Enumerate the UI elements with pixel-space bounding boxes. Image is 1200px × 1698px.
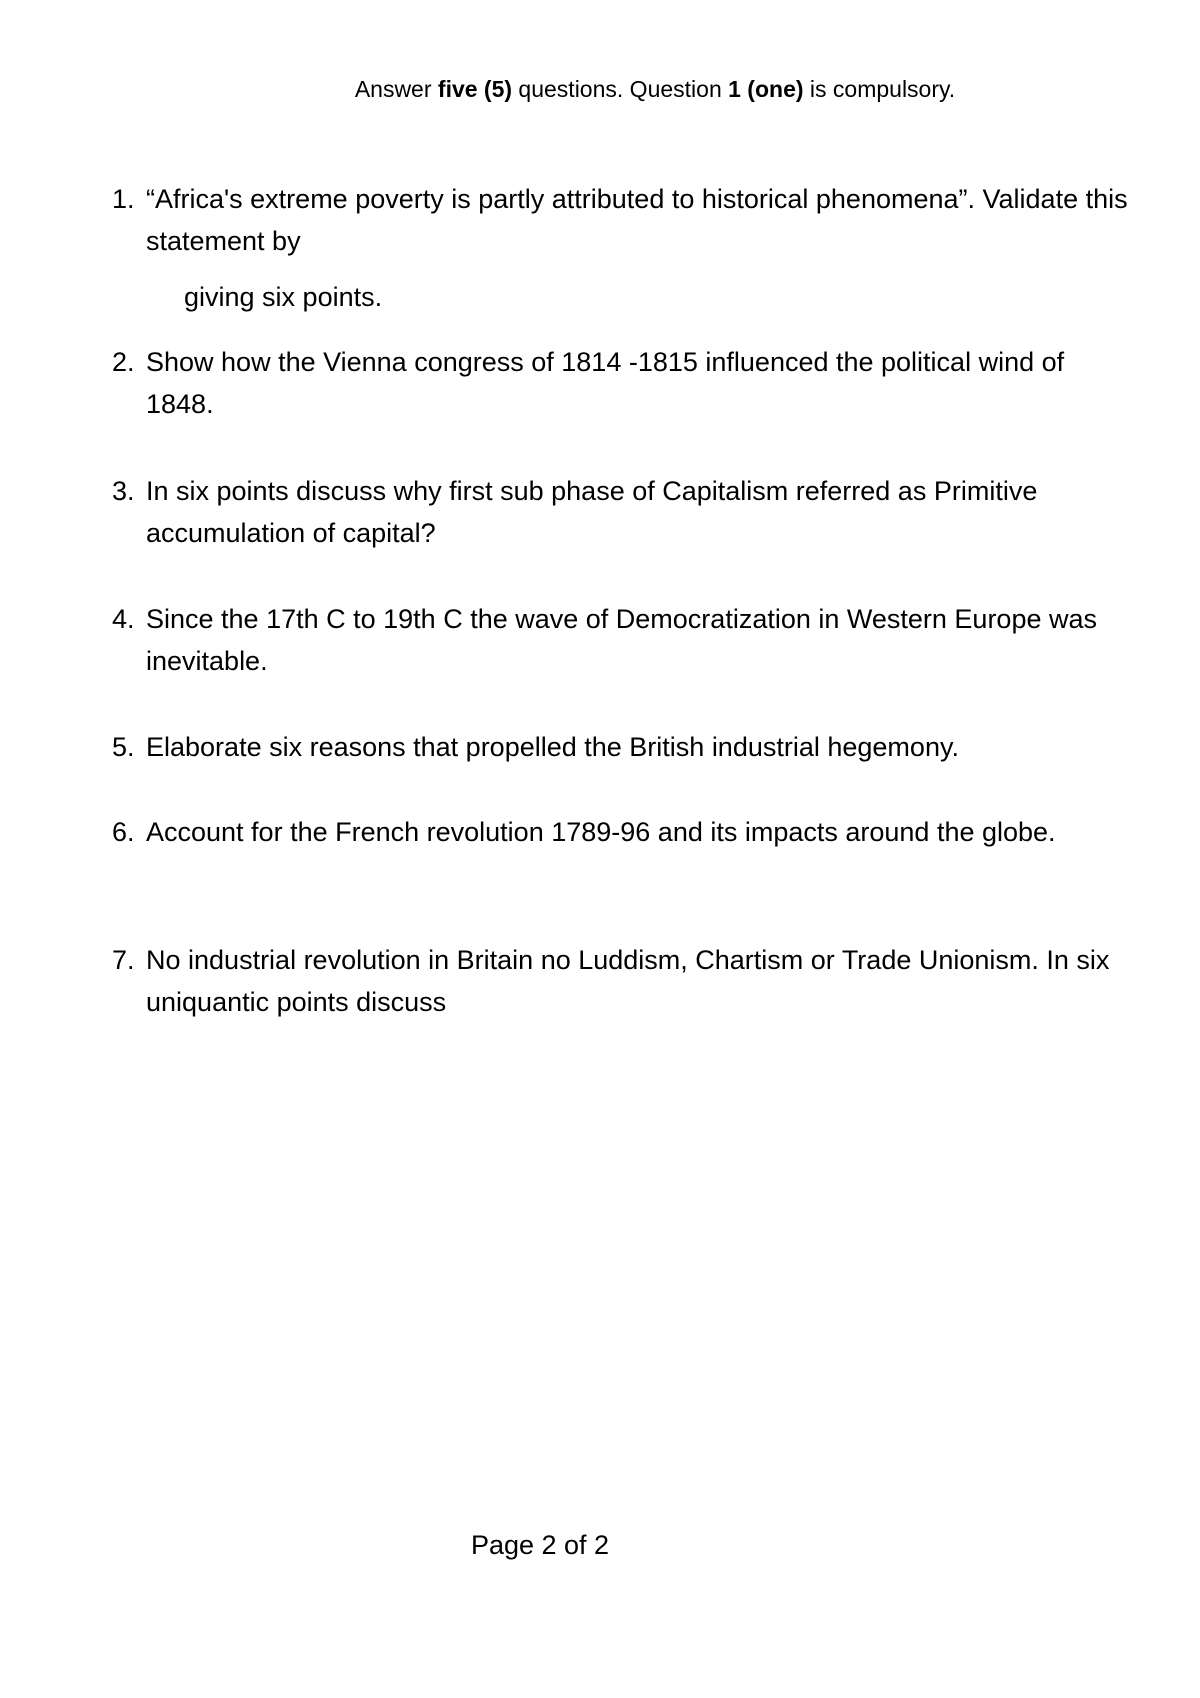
- question-3: [112, 470, 1132, 554]
- instructions-text-3: is compulsory.: [803, 76, 956, 102]
- question-7: [112, 939, 1132, 1023]
- question-1: [112, 178, 1132, 318]
- exam-instructions: [0, 76, 1200, 103]
- question-number: 5.: [112, 732, 135, 762]
- page-number-footer: Page 2 of 2: [470, 1530, 610, 1560]
- question-number: 7.: [112, 945, 135, 975]
- instructions-text-1: Answer: [354, 76, 438, 102]
- question-continuation: giving six points.: [184, 282, 383, 312]
- question-5: [112, 726, 1132, 768]
- question-4: [112, 598, 1132, 682]
- question-number: 6.: [112, 817, 135, 847]
- question-number: 3.: [112, 476, 135, 506]
- question-text: Show how the Vienna congress of 1814 -1815 influenced the political wind of 1848.: [146, 347, 1065, 419]
- question-text: In six points discuss why first sub phase of Capitalism referred as Primitive accumulation of capital?: [146, 476, 1038, 548]
- question-number: 1.: [112, 184, 135, 214]
- question-text: Account for the French revolution 1789-96 and its impacts around the globe.: [146, 817, 1056, 847]
- question-text: Elaborate six reasons that propelled the British industrial hegemony.: [146, 732, 959, 762]
- question-text: No industrial revolution in Britain no Luddism, Chartism or Trade Unionism. In six uniquantic points discuss: [146, 945, 1110, 1017]
- question-number: 2.: [112, 347, 135, 377]
- instructions-bold-compulsory: 1 (one): [728, 76, 804, 102]
- question-text: “Africa's extreme poverty is partly attributed to historical phenomena”. Validate this statement by: [146, 184, 1128, 256]
- question-2: [112, 341, 1132, 425]
- instructions-bold-count: five (5): [437, 76, 513, 102]
- question-text: Since the 17th C to 19th C the wave of Democratization in Western Europe was inevitable.: [146, 604, 1097, 676]
- question-6: [112, 811, 1132, 853]
- question-number: 4.: [112, 604, 135, 634]
- instructions-text-2: questions. Question: [512, 76, 729, 102]
